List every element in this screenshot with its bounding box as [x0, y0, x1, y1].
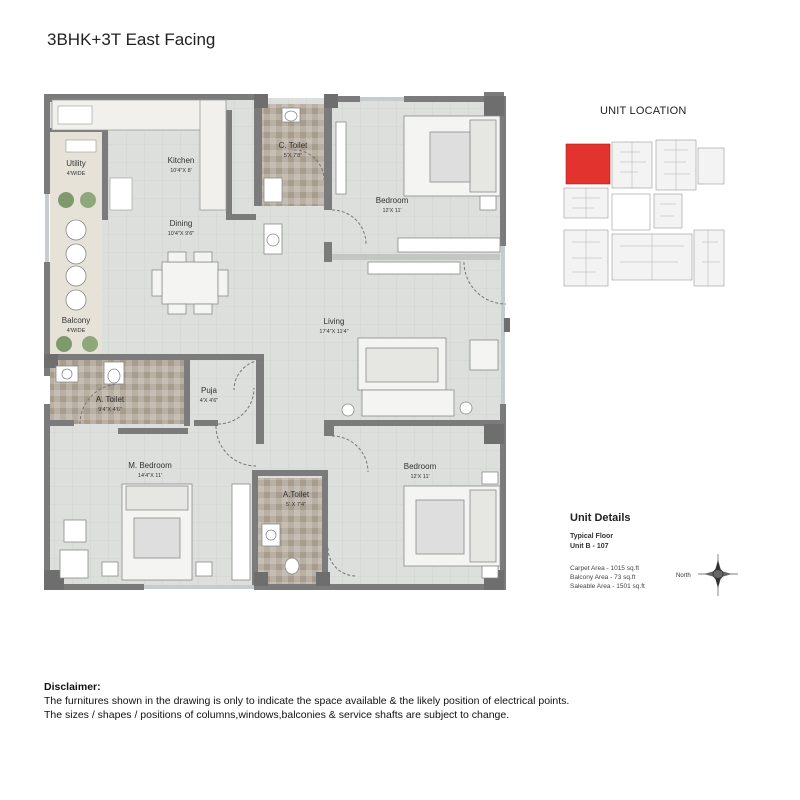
disclaimer-line-2: The sizes / shapes / positions of columns,windows,balconies & service shafts are subject to change. — [44, 709, 510, 721]
dim-balcony: 4'WIDE — [66, 328, 86, 334]
floor-plan — [40, 90, 520, 600]
disclaimer-line-1: The furnitures shown in the drawing is only to indicate the space available & the likely position of electrical points. — [44, 695, 570, 707]
unit-number: Unit B - 107 — [570, 543, 609, 550]
label-ctoilet: C. Toilet — [278, 141, 308, 150]
disclaimer — [44, 680, 569, 722]
compass-icon — [676, 552, 740, 598]
dim-bedroom2: 12'X 11' — [410, 474, 430, 480]
dim-mbedroom: 14'4"X 11' — [137, 473, 163, 479]
dim-ctoilet: 5'X 7'8" — [283, 153, 303, 159]
label-kitchen: Kitchen — [167, 156, 195, 165]
label-bedroom1: Bedroom — [375, 196, 409, 205]
unit-details-title: Unit Details — [570, 512, 631, 524]
label-dining: Dining — [169, 219, 193, 228]
label-atoilet2: A.Toilet — [282, 490, 310, 499]
label-living: Living — [323, 317, 345, 326]
label-bedroom2: Bedroom — [403, 462, 437, 471]
plan-title: 3BHK+3T East Facing — [47, 30, 216, 49]
label-mbedroom: M. Bedroom — [128, 461, 172, 470]
unit-location-title: UNIT LOCATION — [600, 105, 687, 117]
dim-atoilet2: 5' X 7'4" — [286, 502, 306, 508]
label-atoilet1: A. Toilet — [95, 395, 125, 404]
dim-puja: 4'X 4'6" — [199, 398, 219, 404]
bedroom2-furniture — [404, 472, 500, 578]
carpet-area: Carpet Area - 1015 sq.ft — [570, 565, 640, 572]
saleable-area: Saleable Area - 1501 sq.ft — [570, 583, 645, 590]
unit-details — [570, 512, 645, 591]
dim-atoilet1: 9'4"X 4'6" — [98, 407, 122, 413]
dim-living: 17'4"X 11'4" — [319, 329, 349, 335]
dim-utility: 4'WIDE — [66, 171, 86, 177]
compass-north-label: North — [676, 573, 691, 579]
key-plan — [560, 138, 730, 298]
label-utility: Utility — [66, 159, 86, 168]
dim-kitchen: 10'4"X 8' — [170, 168, 192, 174]
dim-dining: 10'4"X 9'6" — [167, 231, 195, 237]
balcony-area: Balcony Area - 73 sq.ft — [570, 574, 636, 581]
unit-highlight — [566, 144, 610, 184]
floor-type: Typical Floor — [570, 533, 614, 540]
disclaimer-title: Disclaimer: — [44, 681, 101, 693]
label-puja: Puja — [200, 386, 218, 395]
label-balcony: Balcony — [61, 316, 91, 325]
dim-bedroom1: 12'X 11' — [382, 208, 402, 214]
